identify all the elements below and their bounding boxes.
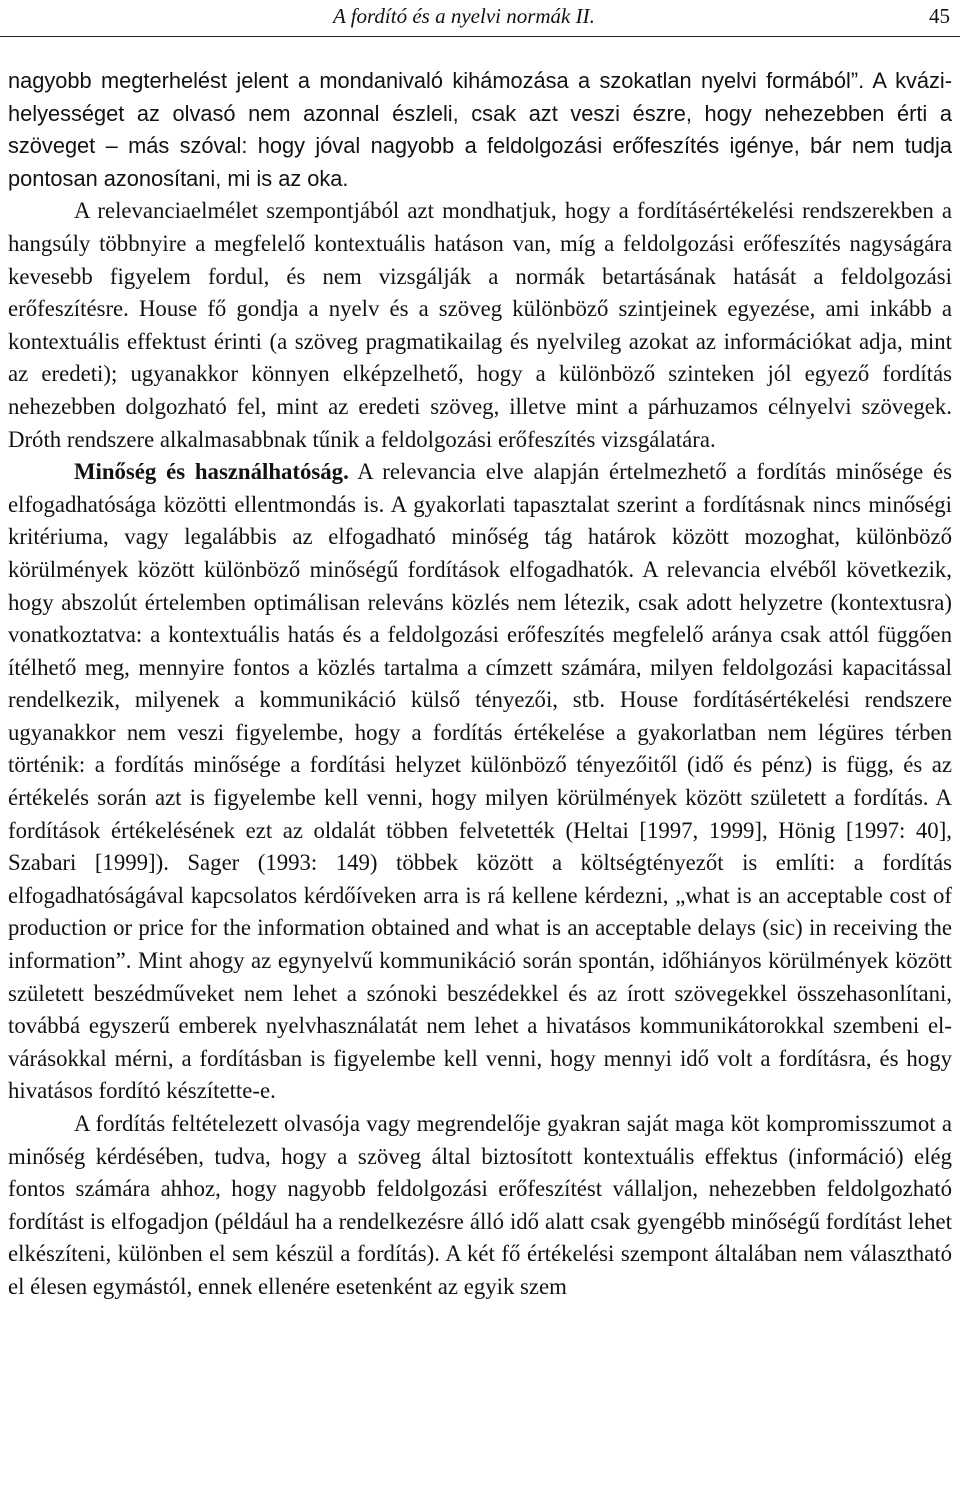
running-header [0, 0, 960, 37]
page-number: 45 [929, 4, 950, 28]
paragraph-2: A relevanciaelmélet szempontjából azt mondhatjuk, hogy a fordításértékelési rendszerekben a hangsúly többnyire a megfelelő kontextuális hatáson van, míg a feldolgozási erőfeszítés nagyságára kevesebb figyelem fordul, és nem vizsgálják a normák betartásának hatását a feldolgozási erőfeszítésre. House fő gondja a nyelv és a szöveg különböző szintjeinek egyezése, ami inkább a kontextuális effektust érinti (a szöveg pragmatikailag és nyelvileg azokat az információkat adja, mint az eredeti); ugyanakkor könnyen elképzelhető, hogy a különböző szinteken jól egyező fordítás nehezebben dolgozható fel, mint az eredeti szöveg, illetve mint a párhuzamos célnyelvi szövegek. Dróth rendszere alkalmasabbnak tűnik a feldolgozási erőfeszítés vizsgálatára. [8, 198, 952, 452]
paragraph-1: nagyobb megterhelést jelent a mondanivaló kihámozása a szokatlan nyelvi formából”. A kvázi-helyességet az olvasó nem azonnal észleli, csak azt veszi észre, hogy nehezebben érti a szöveget – más szóval: hogy jóval nagyobb a feldolgozási erőfeszítés igénye, bár nem tudja pontosan azonosítani, mi is az oka. [8, 68, 952, 191]
paragraph-3-text: A relevancia elve alapján értelmezhető a fordítás minősége és elfogadhatósága közötti ellentmondás is. A gyakorlati tapasztalat szerint a fordításnak nincs minőségi kritériuma, vagy legalábbis az elfogadható minőség tág határok között mozoghat, különböző körülmények között különböző minőségű fordítások elfogadhatók. A relevancia elvéből következik, hogy abszolút értelemben optimálisan releváns közlés nem létezik, csak adott helyzetre (kontextusra) vonatkoztatva: a kontextuális hatás és a feldolgozási erőfeszítés megfelelő aránya csak attól függően ítélhető meg, mennyire fontos a közlés tartalma a címzett számára, milyen feldolgozási kapacitással rendelkezik, milyenek a kommunikáció külső tényezői, stb. House fordításértékelési rendszere ugyanakkor nem veszi figyelembe, hogy a fordítás értékelése a gyakorlatban nem légüres térben történik: a fordítás minősége a fordítási helyzet különböző tényezőitől (idő és pénz) is függ, és az értékelés során azt is figyelembe kell venni, hogy milyen körülmények között született a fordítás. A fordítások értékelésének ezt az oldalát többen felvetették (Heltai [1997, 1999], Hönig [1997: 40], Szabari [1999]). Sager (1993: 149) többek között a költségtényezőt is említi: a fordítás elfogadhatóságával kapcsolatos kérdőíveken arra is rá kellene kérdezni, „what is an acceptable cost of production or price for the information obtained and what is an acceptable delays (sic) in receiving the information”. Mint ahogy az egynyelvű kommunikáció során spontán, időhiányos körülmények között született beszédműveket nem lehet a szónoki beszédekkel és az írott szövegekkel összehasonlítani, továbbá egyszerű emberek nyelvhasználatát nem lehet a hivatásos kommunikátorokkal szembeni elvárásokkal mérni, a fordításban is figyelembe kell venni, hogy mennyi idő volt a fordításra, és hogy hivatásos fordító készítette-e. [8, 459, 952, 1104]
running-title: A fordító és a nyelvi normák II. [333, 4, 595, 28]
inline-heading: Minőség és használhatóság. [74, 459, 349, 485]
body-text [8, 65, 952, 1304]
paragraph-3 [8, 456, 952, 1108]
paragraph-4: A fordítás feltételezett olvasója vagy megrendelője gyakran saját maga köt kompromisszumot a minőség kérdésében, tudva, hogy a szöveg által biztosított kontextuális effektus (információ) elég fontos számára ahhoz, hogy nagyobb feldolgozási erőfeszítést vállaljon, nehezebben feldolgozható fordítást is elfogadjon (például ha a rendelkezésre álló idő alatt csak gyengébb minőségű fordítást lehet elkészíteni, különben el sem készül a fordítás). A két fő értékelési szempont általában nem választható el élesen egymástól, ennek ellenére esetenként az egyik szem [8, 1111, 952, 1299]
